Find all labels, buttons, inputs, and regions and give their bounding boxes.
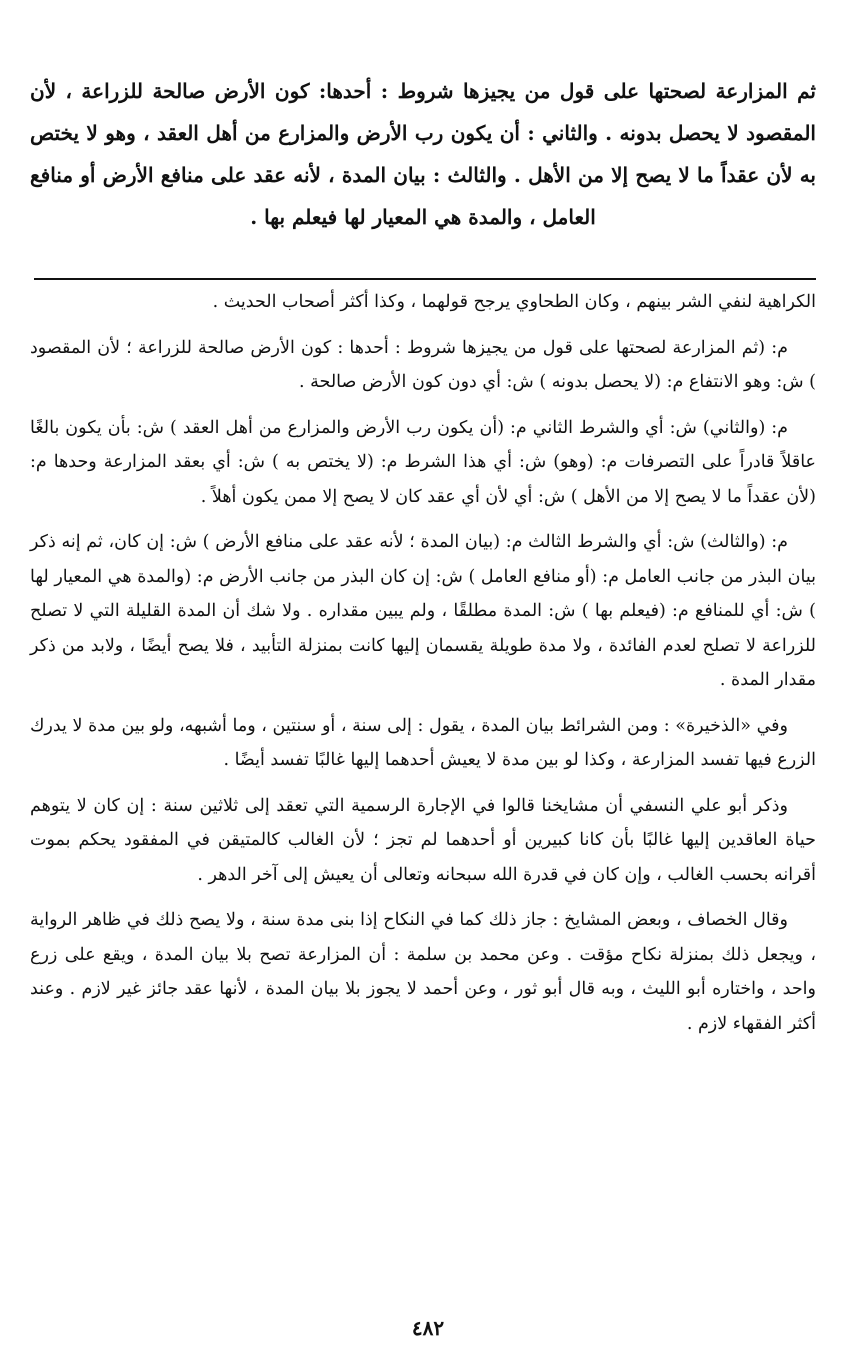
commentary-paragraph: م: (والثالث) ش: أي والشرط الثالث م: (بيان المدة ؛ لأنه عقد على منافع الأرض ) ش: إن كان، ثم إنه ذكر بيان البذر من جانب العامل م: (أو منافع العامل ) ش: إن كان البذر من جانب الأرض م: (والمدة هي المعيار لها ) ش: أي للمنافع م: (فيعلم بها ) ش: المدة مطلقًا ، ولم يبين مقداره . ولا شك أن المدة القليلة التي لا تصلح للزراعة لا تصلح لعدم الفائدة ، ولا مدة طويلة يقسمان إليها كانت بمنزلة التأبيد ، فلا يصح أيضًا ، ولابد من ذكر مقدار المدة . xyxy=(30,532,816,690)
commentary-paragraph: الكراهية لنفي الشر بينهم ، وكان الطحاوي يرجح قولهما ، وكذا أكثر أصحاب الحديث . xyxy=(212,292,816,312)
commentary-paragraph: م: (ثم المزارعة لصحتها على قول من يجيزها شروط : أحدها : كون الأرض صالحة للزراعة ؛ لأن المقصود ) ش: وهو الانتفاع م: (لا يحصل بدونه ) ش: أي دون كون الأرض صالحة . xyxy=(30,337,816,392)
page-number: ٤٨٢ xyxy=(411,1316,445,1340)
commentary-block xyxy=(30,285,816,1052)
commentary-paragraph: م: (والثاني) ش: أي والشرط الثاني م: (أن يكون رب الأرض والمزارع من أهل العقد ) ش: بأن يكون بالغًا عاقلاً قادراً على التصرفات م: (وهو) ش: أي هذا الشرط م: (لا يختص به ) ش: أي بعقد المزارعة وحدها م: (لأن عقداً ما لا يصح إلا من الأهل ) ش: أي لأن أي عقد كان لا يصح إلا ممن يكون أهلاً . xyxy=(30,417,816,507)
commentary-paragraph: وقال الخصاف ، وبعض المشايخ : جاز ذلك كما في النكاح إذا بنى مدة سنة ، ولا يصح ذلك في ظاهر الرواية ، ويجعل ذلك بمنزلة نكاح مؤقت . وعن محمد بن سلمة : أن المزارعة تصح بلا بيان المدة ، ويقع على زرع واحد ، واختاره أبو الليث ، وبه قال أبو ثور ، وعن أحمد لا يجوز بلا بيان المدة ، لأنها عقد جائز غير لازم . وعند أكثر الفقهاء لازم . xyxy=(30,910,816,1034)
main-text-paragraph: ثم المزارعة لصحتها على قول من يجيزها شروط : أحدها: كون الأرض صالحة للزراعة ، لأن المقصود لا يحصل بدونه . والثاني : أن يكون رب الأرض والمزارع من أهل العقد ، وهو لا يختص به لأن عقداً ما لا يصح إلا من الأهل . والثالث : بيان المدة ، لأنه عقد على منافع الأرض أو منافع العامل ، والمدة هي المعيار لها فيعلم بها . xyxy=(30,79,816,229)
main-text-block xyxy=(30,70,816,238)
commentary-paragraph: وذكر أبو علي النسفي أن مشايخنا قالوا في الإجارة الرسمية التي تعقد إلى ثلاثين سنة : إن كان لا يتوهم حياة العاقدين إليها غالبًا بأن كانا كبيرين أو أحدهما لم تجز ؛ لأن الغالب كالمتيقن في المفقود يحكم بموت أقرانه بحسب الغالب ، وإن كان في قدرة الله سبحانه وتعالى أن يعيش إلى آخر الدهر . xyxy=(30,795,816,885)
commentary-paragraph: وفي «الذخيرة» : ومن الشرائط بيان المدة ، يقول : إلى سنة ، أو سنتين ، وما أشبهه، ولو بين مدة لا يدرك الزرع فيها تفسد المزارعة ، وكذا لو بين مدة لا يعيش أحدهما إليها غالبًا تفسد أيضًا . xyxy=(30,715,816,770)
footnote-divider xyxy=(34,278,816,280)
